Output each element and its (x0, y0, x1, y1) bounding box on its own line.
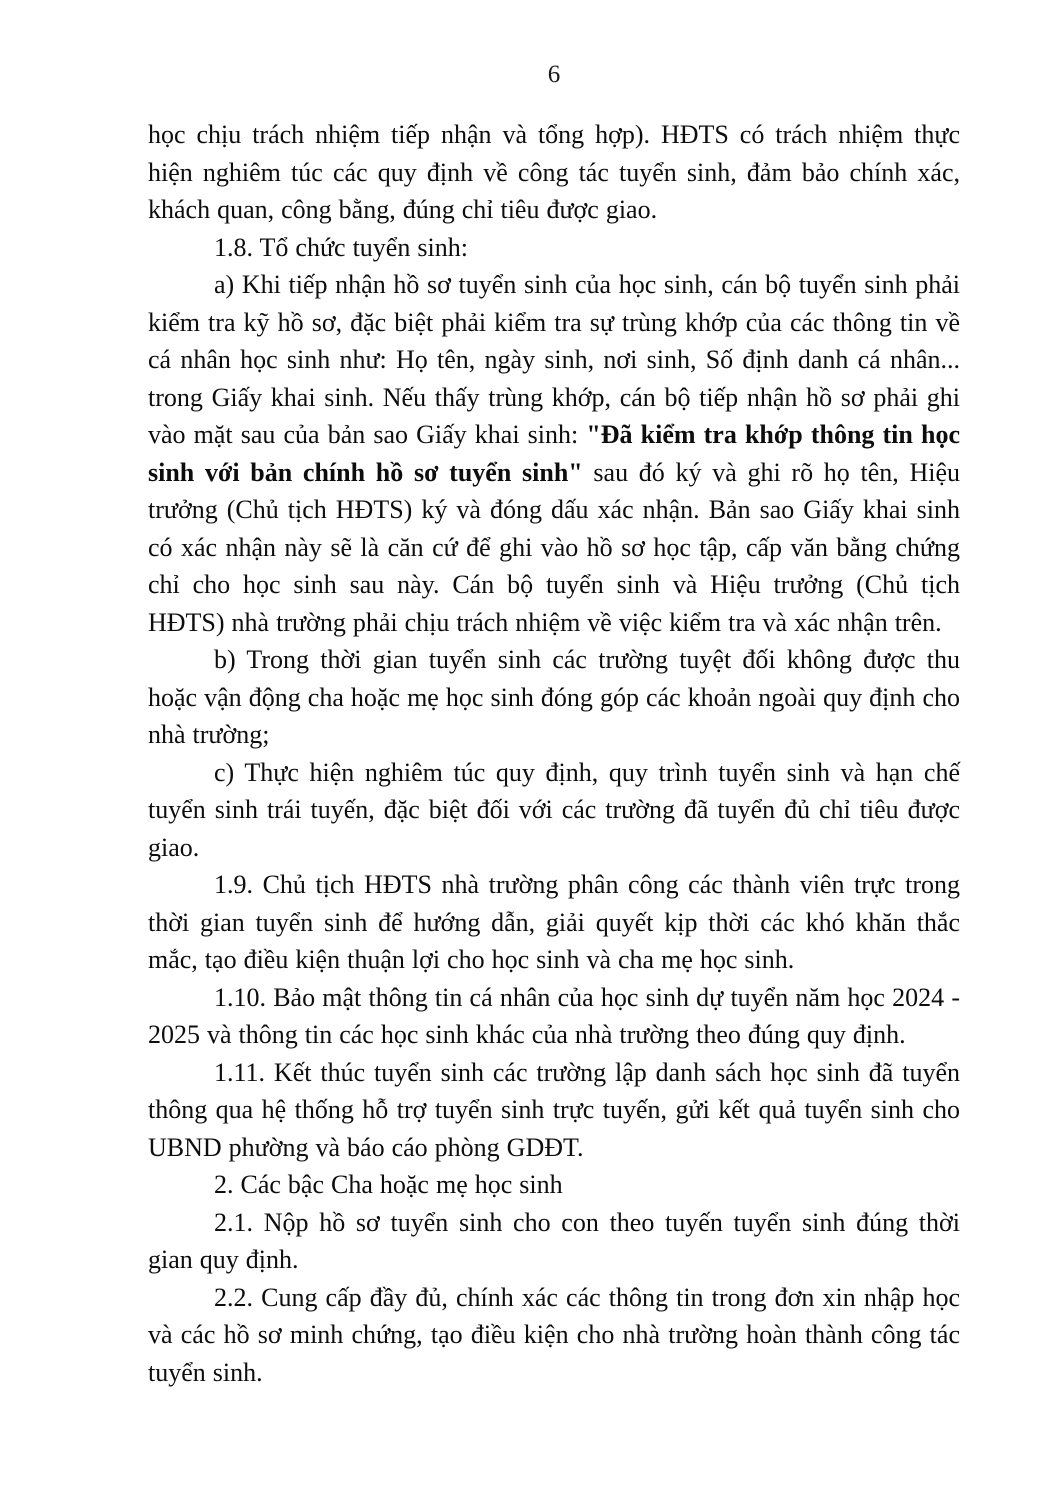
document-body (148, 116, 960, 1391)
paragraph-item-a-text-before: a) Khi tiếp nhận hồ sơ tuyển sinh của học sinh, cán bộ tuyển sinh phải kiểm tra kỹ hồ sơ, đặc biệt phải kiểm tra sự trùng khớp của các thông tin về cá nhân học sinh như: Họ tên, ngày sinh, nơi sinh, Số định danh cá nhân... trong Giấy khai sinh. Nếu thấy trùng khớp, cán bộ tiếp nhận hồ sơ phải ghi vào mặt sau của bản sao Giấy khai sinh: (148, 270, 960, 449)
paragraph-1-10: 1.10. Bảo mật thông tin cá nhân của học sinh dự tuyển năm học 2024 - 2025 và thông tin các học sinh khác của nhà trường theo đúng quy định. (148, 982, 960, 1049)
paragraph-2-2: 2.2. Cung cấp đầy đủ, chính xác các thông tin trong đơn xin nhập học và các hồ sơ minh chứng, tạo điều kiện cho nhà trường hoàn thành công tác tuyển sinh. (148, 1282, 960, 1387)
page-number: 6 (547, 61, 561, 88)
paragraph-continuation: học chịu trách nhiệm tiếp nhận và tổng hợp). HĐTS có trách nhiệm thực hiện nghiêm túc các quy định về công tác tuyển sinh, đảm bảo chính xác, khách quan, công bằng, đúng chỉ tiêu được giao. (148, 120, 960, 224)
paragraph-item-c: c) Thực hiện nghiêm túc quy định, quy trình tuyển sinh và hạn chế tuyển sinh trái tuyến, đặc biệt đối với các trường đã tuyển đủ chỉ tiêu được giao. (148, 757, 960, 862)
paragraph-item-a (148, 266, 960, 641)
paragraph-1-8-heading: 1.8. Tổ chức tuyển sinh: (214, 232, 468, 262)
paragraph-2-1: 2.1. Nộp hồ sơ tuyển sinh cho con theo tuyến tuyển sinh đúng thời gian quy định. (148, 1207, 960, 1274)
paragraph-2-heading: 2. Các bậc Cha hoặc mẹ học sinh (214, 1170, 563, 1199)
paragraph-item-a-text-after: sau đó ký và ghi rõ họ tên, Hiệu trưởng (Chủ tịch HĐTS) ký và đóng dấu xác nhận. Bản sao Giấy khai sinh có xác nhận này sẽ là căn cứ để ghi vào hồ sơ học tập, cấp văn bằng chứng chỉ cho học sinh sau này. Cán bộ tuyển sinh và Hiệu trưởng (Chủ tịch HĐTS) nhà trường phải chịu trách nhiệm về việc kiểm tra và xác nhận trên. (148, 457, 961, 637)
paragraph-1-9: 1.9. Chủ tịch HĐTS nhà trường phân công các thành viên trực trong thời gian tuyển sinh để hướng dẫn, giải quyết kịp thời các khó khăn thắc mắc, tạo điều kiện thuận lợi cho học sinh và cha mẹ học sinh. (148, 870, 960, 974)
paragraph-1-11: 1.11. Kết thúc tuyển sinh các trường lập danh sách học sinh đã tuyển thông qua hệ thống hỗ trợ tuyển sinh trực tuyến, gửi kết quả tuyển sinh cho UBND phường và báo cáo phòng GDĐT. (148, 1057, 960, 1162)
paragraph-item-b: b) Trong thời gian tuyển sinh các trường tuyệt đối không được thu hoặc vận động cha hoặc mẹ học sinh đóng góp các khoản ngoài quy định cho nhà trường; (148, 645, 960, 749)
paragraph-item-a-bold-note: "Đã kiểm tra khớp thông tin học sinh với bản chính hồ sơ tuyển sinh" (148, 420, 960, 487)
